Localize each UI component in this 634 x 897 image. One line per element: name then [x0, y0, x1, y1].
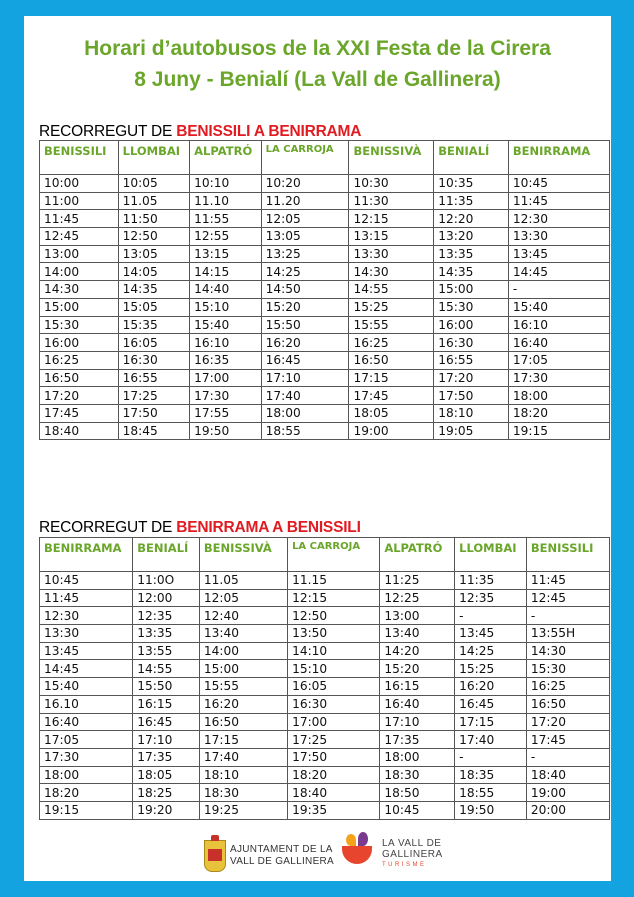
time-cell: 15:05: [118, 298, 190, 316]
time-cell: 14:10: [288, 642, 380, 660]
column-header: ALPATRÓ: [190, 141, 262, 175]
time-cell: 14:20: [380, 642, 455, 660]
time-cell: 16:15: [133, 695, 200, 713]
time-cell: 14:25: [261, 263, 349, 281]
route-name: BENIRRAMA A BENISSILI: [176, 519, 361, 536]
time-cell: 11.20: [261, 192, 349, 210]
time-cell: 11:35: [434, 192, 509, 210]
time-cell: 14:35: [434, 263, 509, 281]
time-cell: 12:50: [288, 607, 380, 625]
time-cell: 14:45: [40, 660, 133, 678]
time-cell: 14:55: [349, 281, 434, 299]
time-cell: 17:30: [508, 369, 609, 387]
time-cell: 16.10: [40, 695, 133, 713]
cherry-bowl-icon: [342, 846, 372, 864]
table-row: [40, 263, 610, 281]
time-cell: 18:20: [288, 766, 380, 784]
time-cell: -: [508, 281, 609, 299]
time-cell: 12:30: [508, 210, 609, 228]
time-cell: 16:55: [434, 351, 509, 369]
time-cell: 13:20: [434, 228, 509, 246]
column-header: BENISSILI: [526, 538, 609, 572]
time-cell: 11:45: [526, 572, 609, 590]
time-cell: 16:45: [133, 713, 200, 731]
time-cell: 16:50: [349, 351, 434, 369]
time-cell: 12:35: [455, 589, 527, 607]
table-row: [40, 607, 610, 625]
column-header: LA CARROJA: [261, 141, 349, 175]
time-cell: 14:15: [190, 263, 262, 281]
time-cell: 12:25: [380, 589, 455, 607]
time-cell: 19:00: [526, 784, 609, 802]
time-cell: 13:35: [434, 245, 509, 263]
column-header: BENIRRAMA: [40, 538, 133, 572]
turisme-subtitle: TURISME: [382, 862, 427, 868]
time-cell: 17:50: [288, 748, 380, 766]
table-row: [40, 660, 610, 678]
time-cell: 17:15: [199, 731, 287, 749]
time-cell: 16:25: [526, 678, 609, 696]
time-cell: 16:05: [288, 678, 380, 696]
table-row: [40, 334, 610, 352]
time-cell: 17:25: [288, 731, 380, 749]
table-row: [40, 678, 610, 696]
time-cell: 19:35: [288, 801, 380, 819]
time-cell: 12:45: [526, 589, 609, 607]
time-cell: 14:00: [199, 642, 287, 660]
table-row: [40, 281, 610, 299]
time-cell: 16:00: [434, 316, 509, 334]
schedule-table-return: [39, 537, 610, 820]
column-header: LLOMBAI: [118, 141, 190, 175]
time-cell: 13:30: [508, 228, 609, 246]
time-cell: 13:15: [349, 228, 434, 246]
time-cell: 10:20: [261, 175, 349, 193]
time-cell: 18:20: [40, 784, 133, 802]
time-cell: 18:35: [455, 766, 527, 784]
time-cell: 15:40: [40, 678, 133, 696]
schedule-table-outbound: [39, 140, 610, 440]
time-cell: 19:15: [40, 801, 133, 819]
time-cell: 10:10: [190, 175, 262, 193]
time-cell: 13:40: [380, 625, 455, 643]
column-header: BENISSIVÀ: [349, 141, 434, 175]
time-cell: 15:35: [118, 316, 190, 334]
time-cell: 18:10: [199, 766, 287, 784]
time-cell: 17:45: [526, 731, 609, 749]
table-row: [40, 298, 610, 316]
time-cell: 12:40: [199, 607, 287, 625]
time-cell: 14:05: [118, 263, 190, 281]
time-cell: 10:45: [40, 572, 133, 590]
schedule-sheet: [24, 16, 611, 881]
time-cell: 15:20: [380, 660, 455, 678]
time-cell: 18:00: [508, 387, 609, 405]
time-cell: 17:35: [133, 748, 200, 766]
footer-logos: [24, 834, 611, 878]
time-cell: -: [455, 748, 527, 766]
table-row: [40, 572, 610, 590]
time-cell: 13:30: [40, 625, 133, 643]
time-cell: 15:30: [40, 316, 119, 334]
time-cell: 15:50: [133, 678, 200, 696]
time-cell: 15:00: [40, 298, 119, 316]
time-cell: 17:20: [434, 369, 509, 387]
time-cell: 18:10: [434, 404, 509, 422]
time-cell: 17:15: [455, 713, 527, 731]
ajuntament-name-line2: VALL DE GALLINERA: [230, 856, 335, 867]
time-cell: 13:35: [133, 625, 200, 643]
time-cell: 17:50: [434, 387, 509, 405]
time-cell: 18:40: [40, 422, 119, 440]
time-cell: 14:30: [526, 642, 609, 660]
time-cell: 16:20: [455, 678, 527, 696]
time-cell: 18:40: [288, 784, 380, 802]
time-cell: 16:10: [190, 334, 262, 352]
time-cell: 16:25: [349, 334, 434, 352]
time-cell: 16:30: [434, 334, 509, 352]
time-cell: -: [526, 607, 609, 625]
time-cell: 16:40: [40, 713, 133, 731]
time-cell: 17:10: [380, 713, 455, 731]
time-cell: 13:40: [199, 625, 287, 643]
time-cell: 18:55: [261, 422, 349, 440]
time-cell: 15:40: [508, 298, 609, 316]
time-cell: -: [455, 607, 527, 625]
time-cell: 16:45: [455, 695, 527, 713]
time-cell: 17:00: [288, 713, 380, 731]
time-cell: 16:50: [40, 369, 119, 387]
table-row: [40, 801, 610, 819]
time-cell: 10:45: [380, 801, 455, 819]
time-cell: 12:15: [349, 210, 434, 228]
time-cell: 15:00: [434, 281, 509, 299]
time-cell: 16:50: [526, 695, 609, 713]
time-cell: 11.10: [190, 192, 262, 210]
time-cell: 14:35: [118, 281, 190, 299]
time-cell: 11:45: [508, 192, 609, 210]
time-cell: 19:25: [199, 801, 287, 819]
page-title: Horari d’autobusos de la XXI Festa de la Cirera: [84, 37, 551, 60]
column-header: LLOMBAI: [455, 538, 527, 572]
time-cell: 15:50: [261, 316, 349, 334]
time-cell: 12:00: [133, 589, 200, 607]
time-cell: 16:30: [118, 351, 190, 369]
table-row: [40, 210, 610, 228]
table-row: [40, 784, 610, 802]
time-cell: 13:25: [261, 245, 349, 263]
time-cell: 17:05: [508, 351, 609, 369]
time-cell: 17:25: [118, 387, 190, 405]
time-cell: 15:10: [190, 298, 262, 316]
time-cell: 18:30: [199, 784, 287, 802]
time-cell: 16:55: [118, 369, 190, 387]
time-cell: 12:45: [40, 228, 119, 246]
table-row: [40, 175, 610, 193]
table-row: [40, 625, 610, 643]
time-cell: 11.15: [288, 572, 380, 590]
time-cell: 17:05: [40, 731, 133, 749]
time-cell: 17:00: [190, 369, 262, 387]
time-cell: 16:00: [40, 334, 119, 352]
time-cell: 13:45: [455, 625, 527, 643]
time-cell: 14:40: [190, 281, 262, 299]
time-cell: 14:30: [349, 263, 434, 281]
table-row: [40, 713, 610, 731]
time-cell: 11:50: [118, 210, 190, 228]
time-cell: 18:50: [380, 784, 455, 802]
table-row: [40, 387, 610, 405]
time-cell: 19:05: [434, 422, 509, 440]
time-cell: 12:30: [40, 607, 133, 625]
time-cell: 13:00: [380, 607, 455, 625]
time-cell: 14:45: [508, 263, 609, 281]
time-cell: 15:20: [261, 298, 349, 316]
time-cell: 10:05: [118, 175, 190, 193]
time-cell: 15:55: [349, 316, 434, 334]
time-cell: 18:05: [349, 404, 434, 422]
turisme-name-line1: LA VALL DE: [382, 838, 442, 849]
time-cell: 14:55: [133, 660, 200, 678]
time-cell: 17:45: [349, 387, 434, 405]
time-cell: 12:05: [199, 589, 287, 607]
time-cell: 12:35: [133, 607, 200, 625]
column-header: BENISSILI: [40, 141, 119, 175]
time-cell: 13:45: [40, 642, 133, 660]
column-header: BENIALÍ: [133, 538, 200, 572]
time-cell: 11:55: [190, 210, 262, 228]
time-cell: 11.05: [199, 572, 287, 590]
time-cell: 13:05: [118, 245, 190, 263]
time-cell: 19:50: [455, 801, 527, 819]
time-cell: 14:00: [40, 263, 119, 281]
time-cell: 15:55: [199, 678, 287, 696]
time-cell: 18:05: [133, 766, 200, 784]
time-cell: 16:35: [190, 351, 262, 369]
time-cell: 15:30: [526, 660, 609, 678]
section-heading-outbound: [39, 123, 361, 141]
time-cell: 17:35: [380, 731, 455, 749]
table-row: [40, 351, 610, 369]
time-cell: 11:0O: [133, 572, 200, 590]
time-cell: 19:50: [190, 422, 262, 440]
time-cell: 16:05: [118, 334, 190, 352]
time-cell: 18:55: [455, 784, 527, 802]
time-cell: 16:10: [508, 316, 609, 334]
time-cell: 11.05: [118, 192, 190, 210]
time-cell: 13:50: [288, 625, 380, 643]
table-row: [40, 589, 610, 607]
time-cell: 11:30: [349, 192, 434, 210]
time-cell: 14:30: [40, 281, 119, 299]
time-cell: 16:40: [380, 695, 455, 713]
section-prefix: RECORREGUT DE: [39, 123, 177, 140]
time-cell: 19:15: [508, 422, 609, 440]
table-row: [40, 404, 610, 422]
time-cell: 18:45: [118, 422, 190, 440]
time-cell: 17:30: [40, 748, 133, 766]
page-subtitle: 8 Juny - Benialí (La Vall de Gallinera): [134, 68, 501, 91]
table-row: [40, 766, 610, 784]
table-row: [40, 695, 610, 713]
table-row: [40, 731, 610, 749]
time-cell: 20:00: [526, 801, 609, 819]
route-name: BENISSILI A BENIRRAMA: [176, 123, 362, 140]
time-cell: 17:50: [118, 404, 190, 422]
time-cell: 12:15: [288, 589, 380, 607]
table-row: [40, 316, 610, 334]
time-cell: 12:20: [434, 210, 509, 228]
time-cell: 17:20: [526, 713, 609, 731]
coat-of-arms-icon: [204, 840, 226, 872]
time-cell: -: [526, 748, 609, 766]
time-cell: 17:45: [40, 404, 119, 422]
time-cell: 15:00: [199, 660, 287, 678]
time-cell: 12:05: [261, 210, 349, 228]
table-row: [40, 642, 610, 660]
time-cell: 16:25: [40, 351, 119, 369]
time-cell: 18:30: [380, 766, 455, 784]
table-row: [40, 422, 610, 440]
time-cell: 11:45: [40, 589, 133, 607]
time-cell: 18:25: [133, 784, 200, 802]
time-cell: 14:25: [455, 642, 527, 660]
table-row: [40, 192, 610, 210]
time-cell: 16:40: [508, 334, 609, 352]
time-cell: 10:30: [349, 175, 434, 193]
time-cell: 13:05: [261, 228, 349, 246]
time-cell: 10:35: [434, 175, 509, 193]
time-cell: 15:30: [434, 298, 509, 316]
column-header: BENIRRAMA: [508, 141, 609, 175]
time-cell: 11:35: [455, 572, 527, 590]
time-cell: 13:55H: [526, 625, 609, 643]
time-cell: 11:25: [380, 572, 455, 590]
time-cell: 14:50: [261, 281, 349, 299]
time-cell: 12:50: [118, 228, 190, 246]
time-cell: 13:00: [40, 245, 119, 263]
time-cell: 17:10: [133, 731, 200, 749]
column-header: BENIALÍ: [434, 141, 509, 175]
turisme-name-line2: GALLINERA: [382, 849, 443, 860]
table-row: [40, 228, 610, 246]
time-cell: 17:40: [199, 748, 287, 766]
table-row: [40, 245, 610, 263]
time-cell: 15:25: [349, 298, 434, 316]
column-header: ALPATRÓ: [380, 538, 455, 572]
time-cell: 11:45: [40, 210, 119, 228]
section-prefix: RECORREGUT DE: [39, 519, 177, 536]
section-heading-return: [39, 519, 361, 537]
time-cell: 17:15: [349, 369, 434, 387]
ajuntament-name-line1: AJUNTAMENT DE LA: [230, 844, 333, 855]
time-cell: 18:20: [508, 404, 609, 422]
time-cell: 17:30: [190, 387, 262, 405]
time-cell: 15:25: [455, 660, 527, 678]
time-cell: 18:00: [261, 404, 349, 422]
time-cell: 16:15: [380, 678, 455, 696]
time-cell: 15:40: [190, 316, 262, 334]
time-cell: 16:20: [199, 695, 287, 713]
time-cell: 18:00: [40, 766, 133, 784]
time-cell: 18:40: [526, 766, 609, 784]
table-row: [40, 748, 610, 766]
time-cell: 16:45: [261, 351, 349, 369]
time-cell: 16:30: [288, 695, 380, 713]
time-cell: 12:55: [190, 228, 262, 246]
table-row: [40, 369, 610, 387]
time-cell: 19:20: [133, 801, 200, 819]
column-header: LA CARROJA: [288, 538, 380, 572]
time-cell: 16:50: [199, 713, 287, 731]
time-cell: 10:45: [508, 175, 609, 193]
time-cell: 15:10: [288, 660, 380, 678]
time-cell: 13:45: [508, 245, 609, 263]
time-cell: 13:30: [349, 245, 434, 263]
time-cell: 17:20: [40, 387, 119, 405]
time-cell: 13:55: [133, 642, 200, 660]
time-cell: 11:00: [40, 192, 119, 210]
time-cell: 10:00: [40, 175, 119, 193]
time-cell: 13:15: [190, 245, 262, 263]
time-cell: 16:20: [261, 334, 349, 352]
time-cell: 18:00: [380, 748, 455, 766]
column-header: BENISSIVÀ: [199, 538, 287, 572]
time-cell: 19:00: [349, 422, 434, 440]
time-cell: 17:40: [261, 387, 349, 405]
time-cell: 17:55: [190, 404, 262, 422]
time-cell: 17:40: [455, 731, 527, 749]
time-cell: 17:10: [261, 369, 349, 387]
